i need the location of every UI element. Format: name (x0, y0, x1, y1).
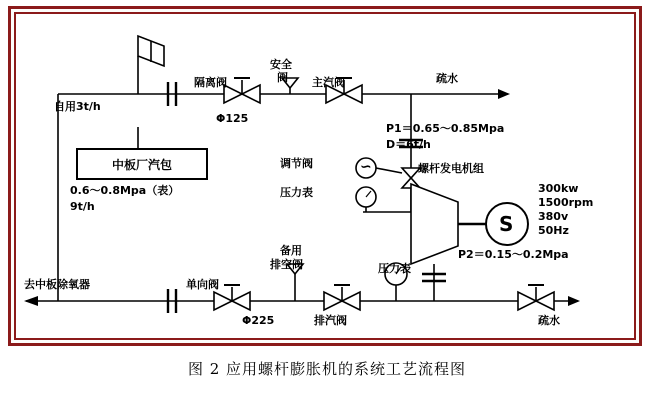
label-self-use: 自用3t/h (54, 100, 101, 113)
label-gen-spec-4: 50Hz (538, 224, 569, 237)
label-exhaust-valve: 排汽阀 (314, 314, 347, 327)
label-generator-set: 螺杆发电机组 (418, 162, 484, 175)
label-p1-line1: P1＝0.65～0.85Mpa (386, 122, 505, 135)
shape-turbine (411, 184, 458, 264)
drum-box-label: 中板厂汽包 (111, 157, 172, 172)
label-drum-params-1: 0.6～0.8Mpa（表） (70, 184, 180, 197)
arrow-drain-top (498, 89, 510, 99)
valve-check-a (214, 292, 232, 310)
label-isolation-valve: 隔离阀 (194, 76, 227, 89)
process-flow-diagram (18, 16, 632, 336)
label-generator-symbol: S (499, 212, 514, 236)
valve-main-steam-b (344, 85, 362, 103)
label-regulator-symbol: ∽ (360, 159, 372, 175)
label-gen-spec-3: 380v (538, 210, 569, 223)
valve-bottom-right-b (536, 292, 554, 310)
figure-caption: 图 2 应用螺杆膨胀机的系统工艺流程图 (187, 360, 467, 378)
label-pipe-size-125: Φ125 (216, 112, 249, 125)
label-standby-vent-1: 备用 (280, 244, 302, 257)
arrow-drain-bottom (568, 296, 580, 306)
label-p2: P2＝0.15～0.2Mpa (458, 248, 569, 261)
label-pressure-gauge-1: 压力表 (280, 186, 313, 199)
valve-isolation-b (242, 85, 260, 103)
label-safety-valve-line1: 安全 (270, 58, 292, 71)
arrow-deaerator (24, 296, 38, 306)
label-pressure-gauge-2: 压力表 (378, 262, 411, 275)
label-safety-valve-line2: 阀 (277, 71, 288, 84)
label-standby-vent-2: 排空阀 (270, 258, 303, 271)
valve-bottom-right-a (518, 292, 536, 310)
label-gen-spec-1: 300kw (538, 182, 579, 195)
label-p1-line2: D＝6t/h (386, 138, 431, 151)
line-regulator-link (376, 168, 402, 173)
drum-box (76, 148, 208, 180)
valve-exhaust-b (342, 292, 360, 310)
label-check-valve: 单向阀 (186, 278, 219, 291)
label-regulating-valve: 调节阀 (280, 157, 313, 170)
label-main-steam-valve: 主汽阀 (312, 76, 345, 89)
label-gen-spec-2: 1500rpm (538, 196, 594, 209)
label-drain-bottom: 疏水 (538, 314, 560, 327)
label-drum-params-2: 9t/h (70, 200, 95, 213)
label-drain-top: 疏水 (436, 72, 458, 85)
valve-check-b (232, 292, 250, 310)
label-pipe-size-225: Φ225 (242, 314, 275, 327)
valve-exhaust-a (324, 292, 342, 310)
label-deaerator-out: 去中板除氧器 (24, 278, 90, 291)
